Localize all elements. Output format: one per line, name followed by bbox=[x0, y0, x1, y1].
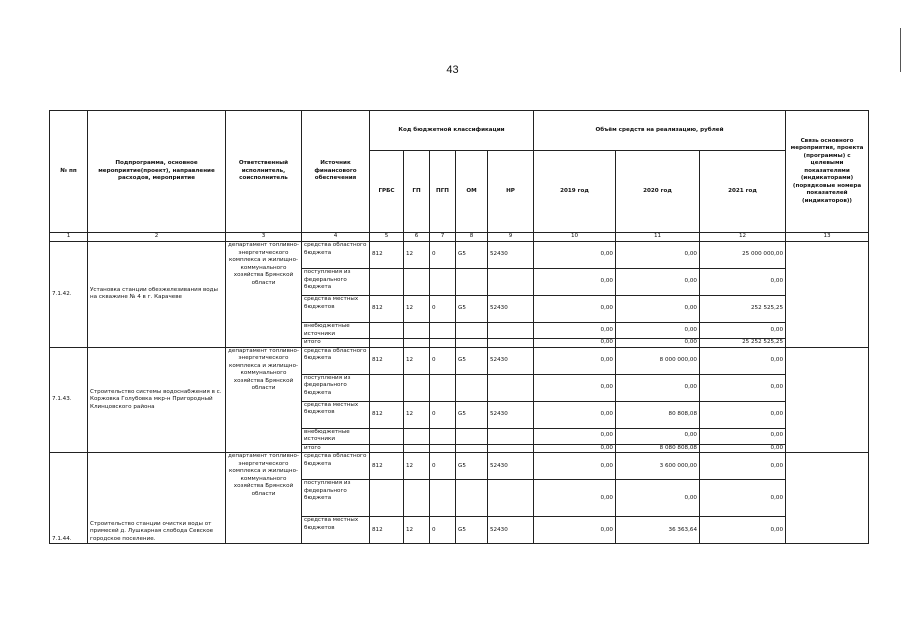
total-2019: 0,00 bbox=[534, 444, 616, 453]
cell-om: G5 bbox=[456, 453, 488, 480]
total-2019: 0,00 bbox=[534, 339, 616, 348]
cell-2019: 0,00 bbox=[534, 269, 616, 296]
cell-grbs: 812 bbox=[370, 453, 404, 480]
row-number: 7.1.42. bbox=[50, 242, 88, 348]
cell-np: 52430 bbox=[488, 401, 534, 428]
cell-np bbox=[488, 269, 534, 296]
header-grbs: ГРБС bbox=[370, 151, 404, 233]
cell-grbs: 812 bbox=[370, 242, 404, 269]
cell-grbs bbox=[370, 480, 404, 517]
header-2019: 2019 год bbox=[534, 151, 616, 233]
cell-2021: 0,00 bbox=[700, 480, 786, 517]
cell-grbs bbox=[370, 269, 404, 296]
cell-np: 52430 bbox=[488, 296, 534, 323]
cell-grbs: 812 bbox=[370, 347, 404, 374]
cell-gp bbox=[404, 374, 430, 401]
funding-source: средства местных бюджетов bbox=[302, 401, 370, 428]
cell-2019: 0,00 bbox=[534, 401, 616, 428]
funding-source: средства местных бюджетов bbox=[302, 517, 370, 544]
cell-gp bbox=[404, 269, 430, 296]
funding-source: поступления из федерального бюджета bbox=[302, 374, 370, 401]
header-2020: 2020 год bbox=[616, 151, 700, 233]
cell-grbs bbox=[370, 428, 404, 444]
cell-2021: 0,00 bbox=[700, 323, 786, 339]
cell-gp: 12 bbox=[404, 453, 430, 480]
table-row bbox=[50, 242, 869, 269]
column-number: 9 bbox=[488, 233, 534, 242]
cell-2019: 0,00 bbox=[534, 453, 616, 480]
empty-cell bbox=[370, 444, 404, 453]
cell-2019: 0,00 bbox=[534, 242, 616, 269]
cell-2020: 0,00 bbox=[616, 296, 700, 323]
table-row bbox=[50, 453, 869, 480]
header-num: № пп bbox=[50, 111, 88, 233]
cell-om bbox=[456, 374, 488, 401]
cell-gp: 12 bbox=[404, 242, 430, 269]
empty-cell bbox=[456, 444, 488, 453]
cell-gp bbox=[404, 428, 430, 444]
cell-om: G5 bbox=[456, 517, 488, 544]
cell-2020: 0,00 bbox=[616, 323, 700, 339]
cell-2020: 0,00 bbox=[616, 480, 700, 517]
total-2021: 25 252 525,25 bbox=[700, 339, 786, 348]
cell-pgp bbox=[430, 480, 456, 517]
cell-2020: 0,00 bbox=[616, 428, 700, 444]
cell-2021: 0,00 bbox=[700, 374, 786, 401]
funding-source: средства областного бюджета bbox=[302, 453, 370, 480]
cell-np bbox=[488, 323, 534, 339]
cell-2019: 0,00 bbox=[534, 347, 616, 374]
cell-np: 52430 bbox=[488, 453, 534, 480]
funding-source: внебюджетные источники bbox=[302, 428, 370, 444]
cell-2021: 0,00 bbox=[700, 269, 786, 296]
column-number: 6 bbox=[404, 233, 430, 242]
budget-table bbox=[49, 110, 869, 544]
total-2021: 0,00 bbox=[700, 444, 786, 453]
cell-om: G5 bbox=[456, 296, 488, 323]
header-budget-code-group: Код бюджетной классификации bbox=[370, 111, 534, 151]
cell-grbs: 812 bbox=[370, 296, 404, 323]
empty-cell bbox=[404, 444, 430, 453]
cell-2021: 0,00 bbox=[700, 517, 786, 544]
column-number: 8 bbox=[456, 233, 488, 242]
cell-2020: 80 808,08 bbox=[616, 401, 700, 428]
cell-pgp: 0 bbox=[430, 517, 456, 544]
column-number-row bbox=[50, 233, 869, 242]
column-number: 3 bbox=[226, 233, 302, 242]
empty-cell bbox=[430, 339, 456, 348]
cell-pgp bbox=[430, 323, 456, 339]
column-number: 4 bbox=[302, 233, 370, 242]
column-number: 2 bbox=[88, 233, 226, 242]
cell-np bbox=[488, 374, 534, 401]
cell-np: 52430 bbox=[488, 242, 534, 269]
cell-pgp: 0 bbox=[430, 296, 456, 323]
column-number: 12 bbox=[700, 233, 786, 242]
empty-cell bbox=[404, 339, 430, 348]
cell-2019: 0,00 bbox=[534, 323, 616, 339]
cell-gp: 12 bbox=[404, 347, 430, 374]
cell-gp bbox=[404, 480, 430, 517]
row-number: 7.1.44. bbox=[50, 453, 88, 544]
cell-2020: 3 600 000,00 bbox=[616, 453, 700, 480]
cell-gp: 12 bbox=[404, 517, 430, 544]
cell-pgp bbox=[430, 374, 456, 401]
cell-2020: 0,00 bbox=[616, 269, 700, 296]
total-2020: 8 080 808,08 bbox=[616, 444, 700, 453]
column-number: 5 bbox=[370, 233, 404, 242]
column-number: 11 bbox=[616, 233, 700, 242]
cell-2019: 0,00 bbox=[534, 428, 616, 444]
cell-np bbox=[488, 428, 534, 444]
cell-np bbox=[488, 480, 534, 517]
page-number: 43 bbox=[446, 64, 459, 76]
cell-2021: 25 000 000,00 bbox=[700, 242, 786, 269]
funding-source: средства местных бюджетов bbox=[302, 296, 370, 323]
cell-pgp: 0 bbox=[430, 242, 456, 269]
cell-om: G5 bbox=[456, 242, 488, 269]
cell-om: G5 bbox=[456, 347, 488, 374]
funding-source: внебюджетные источники bbox=[302, 323, 370, 339]
cell-2020: 0,00 bbox=[616, 374, 700, 401]
cell-pgp: 0 bbox=[430, 453, 456, 480]
responsible-executor: департамент топливно-энергетического комплекса и жилищно-коммунального хозяйства Брянской области bbox=[226, 347, 302, 453]
cell-pgp bbox=[430, 269, 456, 296]
cell-om bbox=[456, 323, 488, 339]
table-row bbox=[50, 347, 869, 374]
cell-2020: 36 363,64 bbox=[616, 517, 700, 544]
responsible-executor: департамент топливно-энергетического комплекса и жилищно-коммунального хозяйства Брянской области bbox=[226, 242, 302, 348]
activity-name: Установка станции обезжелезивания воды на скважине № 4 в г. Карачеве bbox=[88, 242, 226, 348]
column-number: 13 bbox=[786, 233, 869, 242]
column-number: 10 bbox=[534, 233, 616, 242]
row-number: 7.1.43. bbox=[50, 347, 88, 453]
cell-indicators bbox=[786, 453, 869, 544]
cell-2021: 0,00 bbox=[700, 401, 786, 428]
header-gp: ГП bbox=[404, 151, 430, 233]
cell-2019: 0,00 bbox=[534, 517, 616, 544]
cell-pgp: 0 bbox=[430, 347, 456, 374]
header-pgp: ПГП bbox=[430, 151, 456, 233]
empty-cell bbox=[488, 444, 534, 453]
cell-pgp bbox=[430, 428, 456, 444]
empty-cell bbox=[370, 339, 404, 348]
header-om: ОМ bbox=[456, 151, 488, 233]
header-program: Подпрограмма, основное мероприятие(проект), направление расходов, мероприятие bbox=[88, 111, 226, 233]
cell-2021: 0,00 bbox=[700, 347, 786, 374]
total-label: итого bbox=[302, 339, 370, 348]
cell-grbs: 812 bbox=[370, 517, 404, 544]
cell-2020: 0,00 bbox=[616, 242, 700, 269]
funding-source: поступления из федерального бюджета bbox=[302, 269, 370, 296]
cell-om: G5 bbox=[456, 401, 488, 428]
header-np: НР bbox=[488, 151, 534, 233]
header-responsible: Ответственный исполнитель, соисполнитель bbox=[226, 111, 302, 233]
cell-2021: 0,00 bbox=[700, 428, 786, 444]
header-source: Источник финансового обеспечения bbox=[302, 111, 370, 233]
cell-np: 52430 bbox=[488, 347, 534, 374]
header-link-indicators: Связь основного мероприятия, проекта (программы) с целевыми показателями (индикаторами) (порядковые номера показателей (индикаторов)) bbox=[786, 111, 869, 233]
cell-2019: 0,00 bbox=[534, 374, 616, 401]
activity-name: Строительство станции очистки воды от примесей д. Лушкарная слобода Севское городское поселение. bbox=[88, 453, 226, 544]
cell-grbs: 812 bbox=[370, 401, 404, 428]
cell-gp: 12 bbox=[404, 296, 430, 323]
funding-source: средства областного бюджета bbox=[302, 242, 370, 269]
activity-name: Строительство системы водоснабжения в с. Коржовка Голубовка мкр-н Пригородный Клинцовского района bbox=[88, 347, 226, 453]
funding-source: поступления из федерального бюджета bbox=[302, 480, 370, 517]
cell-gp: 12 bbox=[404, 401, 430, 428]
column-number: 7 bbox=[430, 233, 456, 242]
cell-2021: 0,00 bbox=[700, 453, 786, 480]
cell-gp bbox=[404, 323, 430, 339]
cell-2019: 0,00 bbox=[534, 480, 616, 517]
cell-indicators bbox=[786, 242, 869, 348]
cell-2021: 252 525,25 bbox=[700, 296, 786, 323]
header-funds-group: Объём средств на реализацию, рублей bbox=[534, 111, 786, 151]
cell-pgp: 0 bbox=[430, 401, 456, 428]
empty-cell bbox=[456, 339, 488, 348]
funding-source: средства областного бюджета bbox=[302, 347, 370, 374]
empty-cell bbox=[488, 339, 534, 348]
cell-om bbox=[456, 480, 488, 517]
header-2021: 2021 год bbox=[700, 151, 786, 233]
cell-om bbox=[456, 269, 488, 296]
cell-om bbox=[456, 428, 488, 444]
total-2020: 0,00 bbox=[616, 339, 700, 348]
column-number: 1 bbox=[50, 233, 88, 242]
total-label: итого bbox=[302, 444, 370, 453]
cell-grbs bbox=[370, 374, 404, 401]
cell-2020: 8 000 000,00 bbox=[616, 347, 700, 374]
responsible-executor: департамент топливно-энергетического комплекса и жилищно-коммунального хозяйства Брянской области bbox=[226, 453, 302, 544]
empty-cell bbox=[430, 444, 456, 453]
cell-grbs bbox=[370, 323, 404, 339]
cell-np: 52430 bbox=[488, 517, 534, 544]
page-edge-mark bbox=[900, 28, 901, 72]
cell-2019: 0,00 bbox=[534, 296, 616, 323]
cell-indicators bbox=[786, 347, 869, 453]
